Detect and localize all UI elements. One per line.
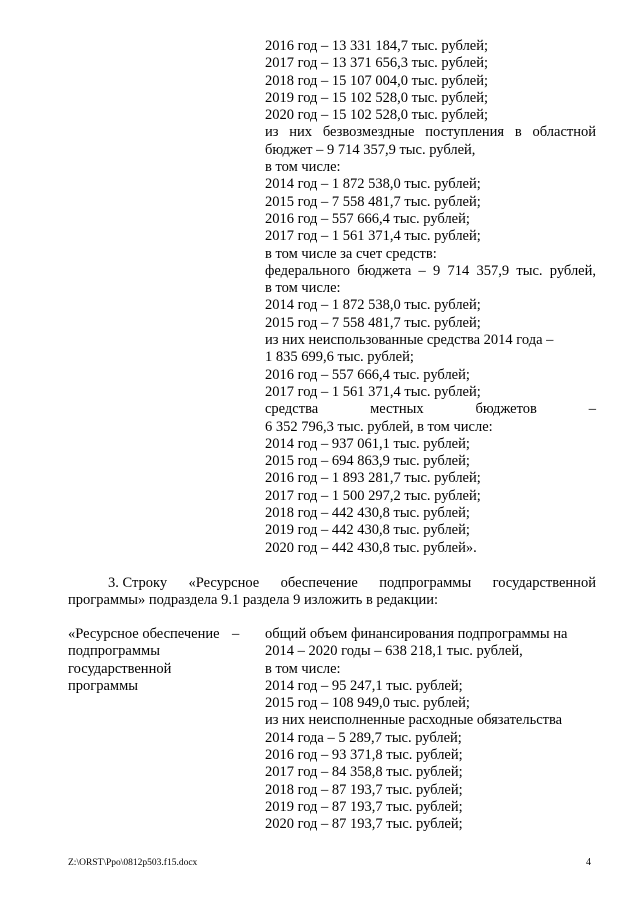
text-line: 2014 год – 1 872 538,0 тыс. рублей; bbox=[265, 297, 481, 314]
text-line: из них неисполненные расходные обязательства bbox=[265, 712, 563, 729]
text-line: 2017 год – 13 371 656,3 тыс. рублей; bbox=[265, 55, 489, 72]
word: – bbox=[588, 401, 596, 418]
text-line: 2017 год – 1 561 371,4 тыс. рублей; bbox=[265, 383, 481, 400]
text-line: 2014 год – 95 247,1 тыс. рублей; bbox=[265, 677, 463, 694]
text-line: в том числе: bbox=[265, 159, 341, 176]
text-line: 1 835 699,6 тыс. рублей; bbox=[265, 349, 414, 366]
text-line: из них неиспользованные средства 2014 года – bbox=[265, 332, 554, 349]
text-line: 2020 год – 442 430,8 тыс. рублей». bbox=[265, 539, 477, 556]
text-line: 2020 год – 15 102 528,0 тыс. рублей; bbox=[265, 107, 489, 124]
budget-block-upper bbox=[265, 38, 596, 557]
text-line: 2018 год – 87 193,7 тыс. рублей; bbox=[265, 781, 463, 798]
budget-lines-upper bbox=[265, 38, 596, 401]
text-line: 2019 год – 87 193,7 тыс. рублей; bbox=[265, 798, 463, 815]
text-line: 2016 год – 1 893 281,7 тыс. рублей; bbox=[265, 470, 481, 487]
text-line: федерального бюджета – 9 714 357,9 тыс. рублей, bbox=[265, 262, 596, 279]
footer-file-path: Z:\ORST\Ppo\0812p503.f15.docx bbox=[68, 858, 198, 868]
text-line: 2014 год – 1 872 538,0 тыс. рублей; bbox=[265, 176, 481, 193]
word: бюджетов bbox=[475, 401, 537, 418]
page-number: 4 bbox=[586, 857, 591, 868]
text-line: 2016 год – 13 331 184,7 тыс. рублей; bbox=[265, 38, 489, 54]
budget-lines-local bbox=[265, 419, 596, 557]
text-line: 2020 год – 87 193,7 тыс. рублей; bbox=[265, 816, 463, 833]
table-dash: – bbox=[232, 626, 240, 642]
text-line: в том числе: bbox=[265, 660, 341, 677]
text-line: бюджет – 9 714 357,9 тыс. рублей, bbox=[265, 141, 476, 158]
text-line: 2017 год – 84 358,8 тыс. рублей; bbox=[265, 764, 463, 781]
text-line: в том числе за счет средств: bbox=[265, 245, 437, 262]
text-line: 2019 год – 442 430,8 тыс. рублей; bbox=[265, 522, 470, 539]
text-line: 2014 – 2020 годы – 638 218,1 тыс. рублей, bbox=[265, 643, 523, 660]
local-budget-line bbox=[265, 401, 596, 418]
text-line: общий объем финансирования подпрограммы на bbox=[265, 626, 568, 642]
text-line: 2018 год – 442 430,8 тыс. рублей; bbox=[265, 505, 470, 522]
text-line: 2016 год – 93 371,8 тыс. рублей; bbox=[265, 747, 463, 764]
budget-block-lower bbox=[265, 626, 596, 834]
text-line: 2017 год – 1 561 371,4 тыс. рублей; bbox=[265, 228, 481, 245]
text-line: 2016 год – 557 666,4 тыс. рублей; bbox=[265, 210, 470, 227]
text-line: 2019 год – 15 102 528,0 тыс. рублей; bbox=[265, 89, 489, 106]
text-line: из них безвозмездные поступления в областной bbox=[265, 124, 596, 141]
paragraph-3-line-1: 3. Строку «Ресурсное обеспечение подпрограммы государственной bbox=[108, 575, 596, 591]
budget-lines-lower bbox=[265, 626, 596, 834]
paragraph-3-line-2: программы» подраздела 9.1 раздела 9 изложить в редакции: bbox=[68, 592, 439, 609]
text-line: 2015 год – 7 558 481,7 тыс. рублей; bbox=[265, 193, 481, 210]
text-line: в том числе: bbox=[265, 280, 341, 297]
word: средства bbox=[265, 401, 319, 418]
text-line: 2015 год – 694 863,9 тыс. рублей; bbox=[265, 453, 470, 470]
text-line: 2014 года – 5 289,7 тыс. рублей; bbox=[265, 729, 462, 746]
paragraph-3 bbox=[68, 575, 596, 610]
text-line: 2015 год – 108 949,0 тыс. рублей; bbox=[265, 695, 470, 712]
text-line: 2018 год – 15 107 004,0 тыс. рублей; bbox=[265, 72, 489, 89]
word: местных bbox=[370, 401, 424, 418]
text-line: 2015 год – 7 558 481,7 тыс. рублей; bbox=[265, 314, 481, 331]
text-line: 2017 год – 1 500 297,2 тыс. рублей; bbox=[265, 487, 481, 504]
text-line: 6 352 796,3 тыс. рублей, в том числе: bbox=[265, 418, 493, 435]
table-row-label: «Ресурсное обеспечение подпрограммы государственной программы bbox=[68, 626, 220, 694]
text-line: 2016 год – 557 666,4 тыс. рублей; bbox=[265, 366, 470, 383]
text-line: 2014 год – 937 061,1 тыс. рублей; bbox=[265, 435, 470, 452]
